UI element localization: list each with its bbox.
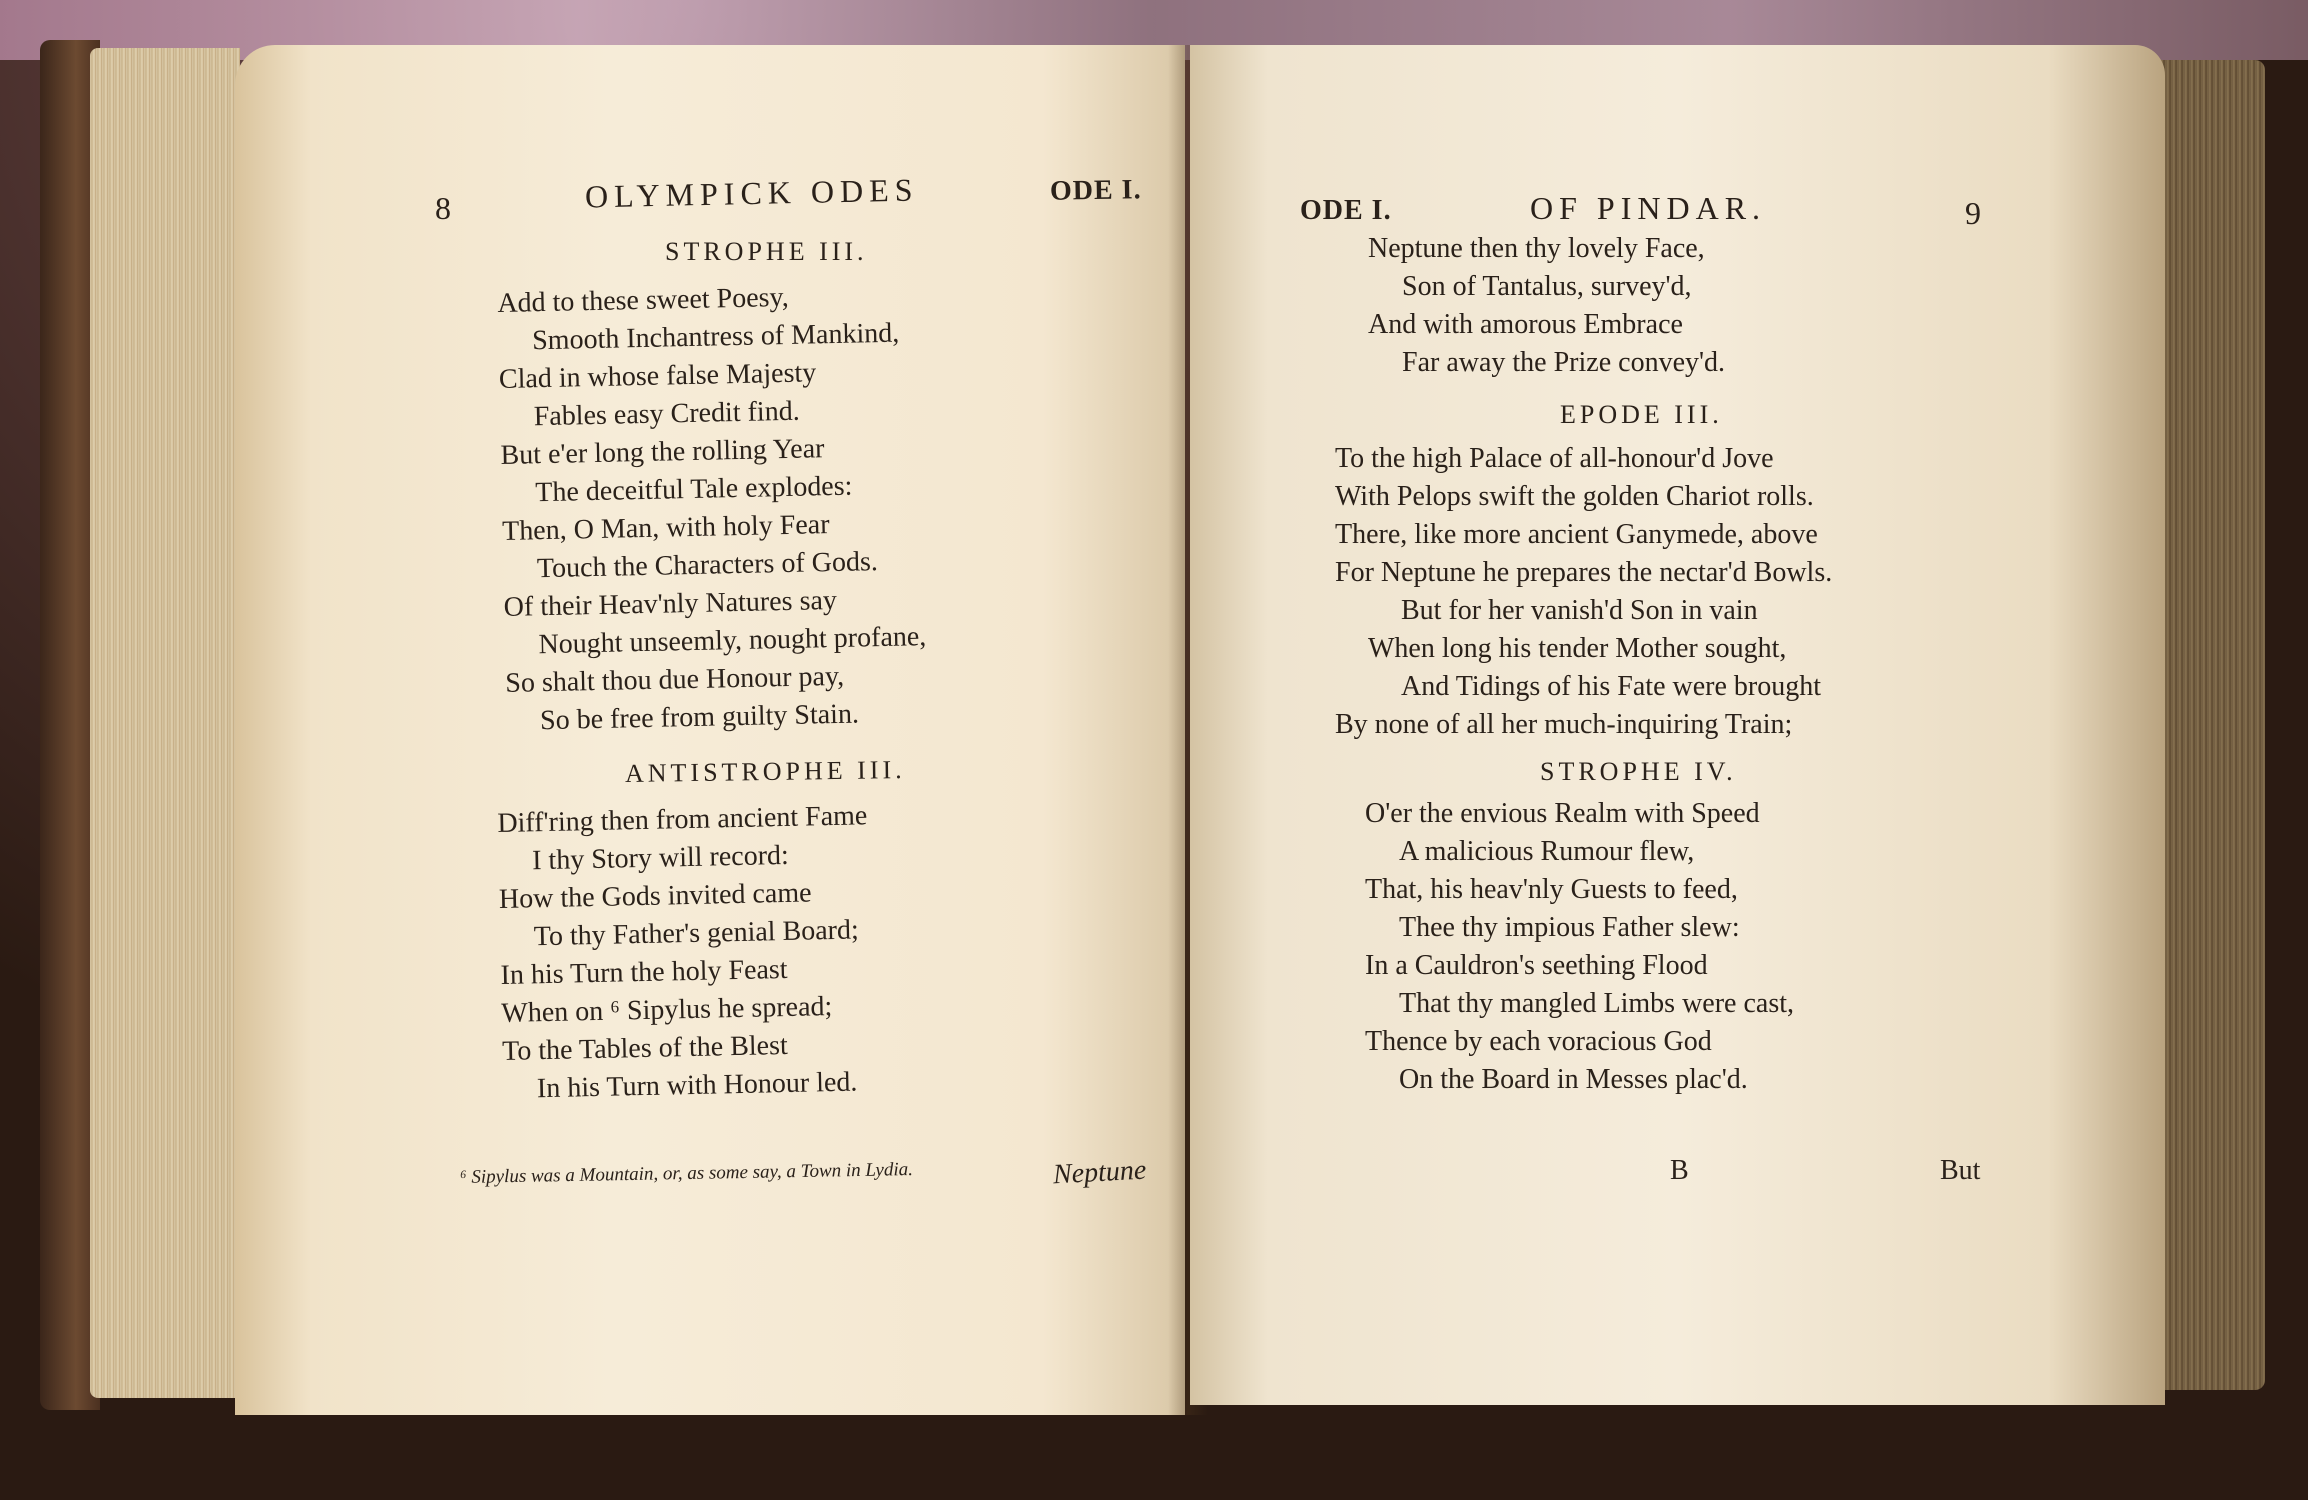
section-heading-epode-3: EPODE III. bbox=[1560, 400, 1723, 429]
verse-line: In his Turn with Honour led. bbox=[536, 1066, 858, 1105]
verse-line: Nought unseemly, nought profane, bbox=[538, 621, 927, 661]
verse-line: When long his tender Mother sought, bbox=[1368, 633, 1787, 664]
verse-line: To the high Palace of all-honour'd Jove bbox=[1335, 443, 1774, 474]
right-page bbox=[1190, 45, 2165, 1405]
verse-line: I thy Story will record: bbox=[531, 839, 790, 877]
epode-3-verse bbox=[1335, 440, 1832, 744]
verse-line: Thence by each voracious God bbox=[1365, 1026, 1712, 1057]
right-catchword: But bbox=[1940, 1155, 1981, 1186]
verse-line: To the Tables of the Blest bbox=[501, 1029, 789, 1067]
verse-line: With Pelops swift the golden Chariot rolls. bbox=[1335, 481, 1814, 512]
verse-line: And Tidings of his Fate were brought bbox=[1401, 671, 1821, 702]
verse-line: Touch the Characters of Gods. bbox=[536, 546, 879, 585]
verse-line: Clad in whose false Majesty bbox=[498, 357, 817, 395]
verse-line: Smooth Inchantress of Mankind, bbox=[531, 317, 900, 357]
left-ode-label: ODE I. bbox=[1049, 174, 1142, 207]
left-page bbox=[235, 45, 1185, 1415]
verse-line: When on ⁶ Sipylus he spread; bbox=[501, 991, 833, 1029]
strophe-4-verse bbox=[1365, 795, 1794, 1099]
verse-line: Of their Heav'nly Natures say bbox=[503, 584, 838, 623]
verse-line: A malicious Rumour flew, bbox=[1399, 836, 1695, 867]
right-folio: 9 bbox=[1965, 195, 1981, 231]
antistrophe-3-verse bbox=[497, 797, 873, 1109]
verse-line: Diff'ring then from ancient Fame bbox=[497, 800, 868, 839]
page-edges-left bbox=[90, 48, 240, 1398]
section-heading-antistrophe-3: ANTISTROPHE III. bbox=[624, 755, 906, 788]
verse-line: On the Board in Messes plac'd. bbox=[1399, 1064, 1748, 1095]
strophe-3-verse bbox=[497, 276, 928, 741]
verse-line: To thy Father's genial Board; bbox=[533, 914, 860, 953]
verse-line: In his Turn the holy Feast bbox=[500, 953, 788, 991]
signature-mark: B bbox=[1670, 1155, 1689, 1186]
left-catchword: Neptune bbox=[1052, 1154, 1148, 1191]
opening-verse bbox=[1368, 230, 1725, 382]
verse-line: O'er the envious Realm with Speed bbox=[1365, 798, 1760, 829]
verse-line: Then, O Man, with holy Fear bbox=[501, 509, 830, 547]
verse-line: And with amorous Embrace bbox=[1368, 309, 1683, 340]
verse-line: But e'er long the rolling Year bbox=[500, 433, 825, 471]
verse-line: In a Cauldron's seething Flood bbox=[1365, 950, 1708, 981]
section-heading-strophe-4: STROPHE IV. bbox=[1540, 757, 1737, 786]
verse-line: Add to these sweet Poesy, bbox=[497, 281, 790, 319]
section-heading-strophe-3: STROPHE III. bbox=[665, 237, 868, 266]
verse-line: By none of all her much-inquiring Train; bbox=[1335, 709, 1793, 740]
verse-line: That thy mangled Limbs were cast, bbox=[1399, 988, 1794, 1019]
verse-line: Far away the Prize convey'd. bbox=[1402, 347, 1726, 378]
verse-line: That, his heav'nly Guests to feed, bbox=[1365, 874, 1738, 905]
verse-line: Thee thy impious Father slew: bbox=[1399, 912, 1740, 943]
verse-line: Neptune then thy lovely Face, bbox=[1368, 233, 1705, 264]
verse-line: So be free from guilty Stain. bbox=[539, 698, 860, 737]
left-running-head: OLYMPICK ODES bbox=[584, 171, 919, 215]
verse-line: The deceitful Tale explodes: bbox=[535, 470, 853, 509]
verse-line: But for her vanish'd Son in vain bbox=[1401, 595, 1758, 626]
verse-line: For Neptune he prepares the nectar'd Bowls. bbox=[1335, 557, 1833, 588]
verse-line: So shalt thou due Honour pay, bbox=[505, 660, 845, 699]
verse-line: Son of Tantalus, survey'd, bbox=[1402, 271, 1692, 302]
verse-line: Fables easy Credit find. bbox=[533, 395, 800, 433]
left-folio: 8 bbox=[435, 190, 451, 226]
page-edges-right bbox=[2160, 60, 2265, 1390]
footnote: ⁶ Sipylus was a Mountain, or, as some say, a Town in Lydia. bbox=[459, 1159, 914, 1188]
verse-line: There, like more ancient Ganymede, above bbox=[1335, 519, 1818, 550]
right-running-head: OF PINDAR. bbox=[1530, 190, 1767, 226]
verse-line: How the Gods invited came bbox=[498, 877, 812, 915]
right-ode-label: ODE I. bbox=[1300, 195, 1392, 226]
